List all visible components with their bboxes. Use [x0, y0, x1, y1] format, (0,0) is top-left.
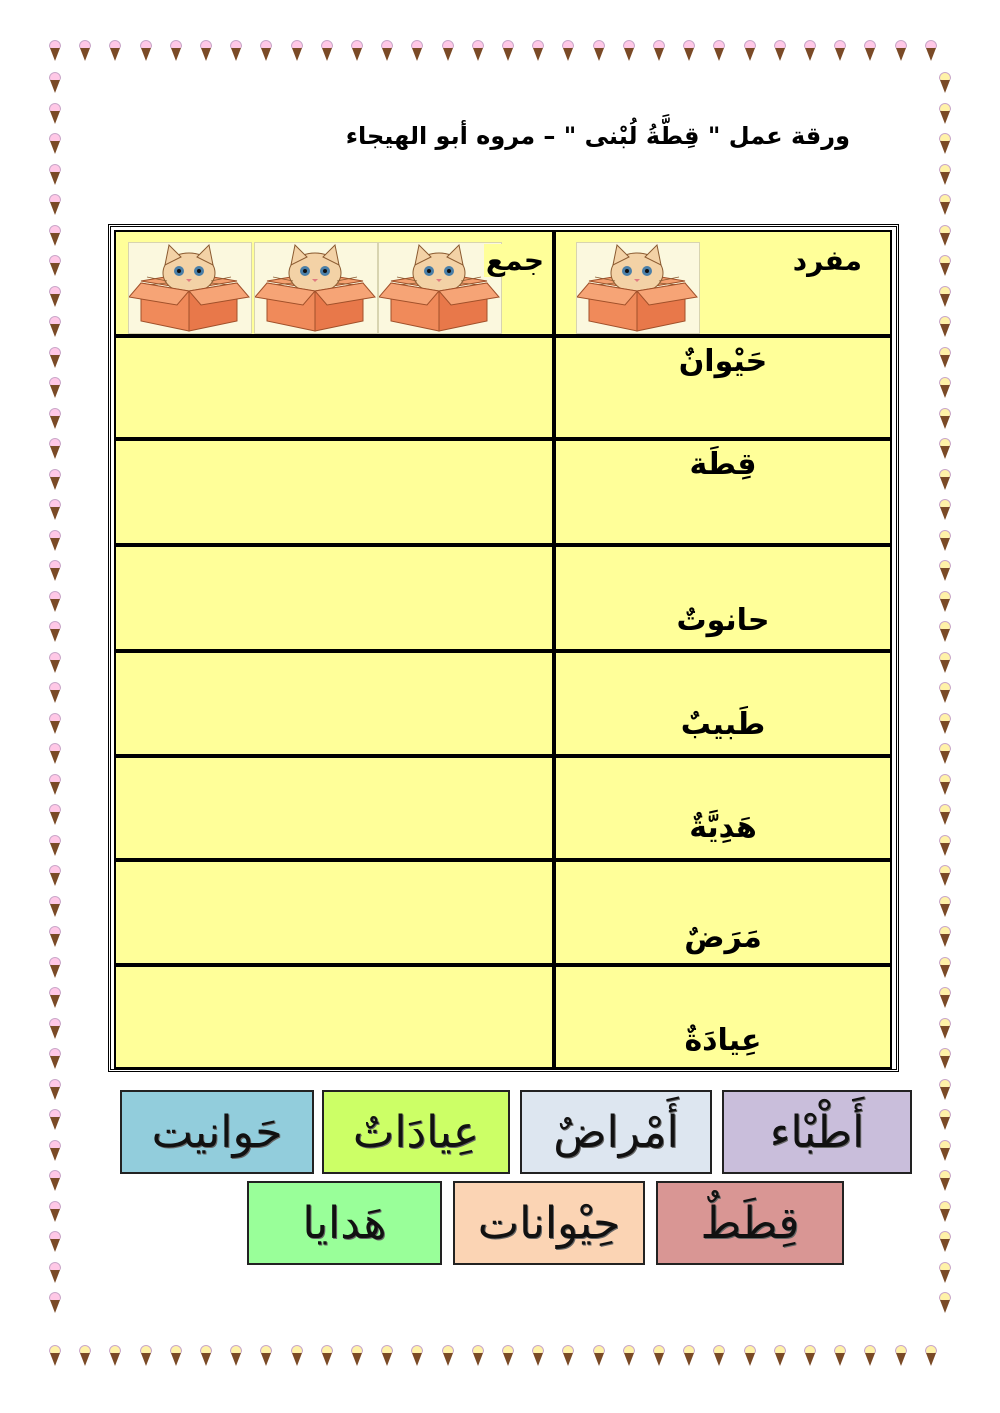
word-tile[interactable]: هَدايا — [247, 1181, 442, 1265]
word-tile[interactable]: حَوانيت — [120, 1090, 314, 1174]
ice-cream-cone-icon — [803, 1345, 817, 1367]
ice-cream-cone-icon — [531, 40, 545, 62]
ice-cream-cone-icon — [652, 1345, 666, 1367]
ice-cream-cone-icon — [938, 621, 952, 643]
ice-cream-cone-icon — [622, 40, 636, 62]
ice-cream-cone-icon — [938, 591, 952, 613]
ice-cream-cone-icon — [199, 1345, 213, 1367]
plural-answer-cell[interactable] — [114, 756, 554, 860]
ice-cream-cone-icon — [380, 40, 394, 62]
plural-answer-cell[interactable] — [114, 860, 554, 965]
word-tile[interactable]: قِطَطٌ — [656, 1181, 844, 1265]
ice-cream-cone-icon — [938, 164, 952, 186]
ice-cream-cone-icon — [48, 499, 62, 521]
ice-cream-cone-icon — [48, 225, 62, 247]
ice-cream-cone-icon — [938, 194, 952, 216]
plural-answer-cell[interactable] — [114, 439, 554, 545]
ice-cream-cone-icon — [938, 1170, 952, 1192]
header-singular-cell — [554, 230, 892, 336]
ice-cream-cone-icon — [48, 1018, 62, 1040]
ice-cream-cone-icon — [441, 40, 455, 62]
ice-cream-cone-icon — [561, 1345, 575, 1367]
ice-cream-cone-icon — [924, 40, 938, 62]
ice-cream-cone-icon — [803, 40, 817, 62]
ice-cream-cone-icon — [471, 40, 485, 62]
ice-cream-cone-icon — [48, 682, 62, 704]
ice-cream-cone-icon — [48, 530, 62, 552]
kitten-in-box-icon — [576, 242, 700, 334]
singular-cell — [554, 651, 892, 756]
ice-cream-cone-icon — [938, 347, 952, 369]
word-tile[interactable]: أَمْراضٌ — [520, 1090, 712, 1174]
ice-cream-cone-icon — [139, 1345, 153, 1367]
ice-cream-cone-icon — [773, 40, 787, 62]
ice-cream-cone-icon — [48, 1048, 62, 1070]
ice-cream-cone-icon — [48, 1170, 62, 1192]
ice-cream-cone-icon — [48, 591, 62, 613]
ice-cream-cone-icon — [199, 40, 213, 62]
ice-cream-cone-icon — [938, 1018, 952, 1040]
ice-cream-cone-icon — [894, 1345, 908, 1367]
ice-cream-cone-icon — [938, 560, 952, 582]
ice-cream-cone-icon — [48, 194, 62, 216]
ice-cream-cone-icon — [682, 40, 696, 62]
ice-cream-cone-icon — [863, 40, 877, 62]
ice-cream-cone-icon — [894, 40, 908, 62]
ice-cream-cone-icon — [229, 1345, 243, 1367]
ice-cream-cone-icon — [48, 1231, 62, 1253]
ice-cream-cone-icon — [938, 987, 952, 1009]
ice-cream-cone-icon — [48, 408, 62, 430]
ice-cream-cone-icon — [48, 926, 62, 948]
ice-cream-cone-icon — [938, 682, 952, 704]
ice-cream-cone-icon — [938, 713, 952, 735]
singular-cell — [554, 336, 892, 439]
ice-cream-cone-icon — [48, 469, 62, 491]
ice-cream-cone-icon — [48, 1140, 62, 1162]
ice-cream-cone-icon — [938, 743, 952, 765]
plural-answer-cell[interactable] — [114, 336, 554, 439]
ice-cream-cone-icon — [259, 40, 273, 62]
ice-cream-cone-icon — [938, 133, 952, 155]
singular-word: مَرَضٌ — [684, 920, 762, 955]
ice-cream-cone-icon — [938, 865, 952, 887]
ice-cream-cone-icon — [471, 1345, 485, 1367]
word-tile[interactable]: عِيادَاتٌ — [322, 1090, 510, 1174]
ice-cream-cone-icon — [938, 530, 952, 552]
ice-cream-cone-icon — [350, 40, 364, 62]
ice-cream-cone-icon — [652, 40, 666, 62]
ice-cream-cone-icon — [410, 1345, 424, 1367]
ice-cream-cone-icon — [48, 1292, 62, 1314]
ice-cream-cone-icon — [78, 40, 92, 62]
kitten-in-box-icon — [254, 242, 378, 334]
ice-cream-cone-icon — [48, 1345, 62, 1367]
ice-cream-cone-icon — [290, 40, 304, 62]
plural-answer-cell[interactable] — [114, 965, 554, 1069]
singular-cell — [554, 756, 892, 860]
ice-cream-cone-icon — [773, 1345, 787, 1367]
ice-cream-cone-icon — [501, 40, 515, 62]
ice-cream-cone-icon — [48, 621, 62, 643]
ice-cream-cone-icon — [108, 40, 122, 62]
plural-answer-cell[interactable] — [114, 545, 554, 651]
ice-cream-cone-icon — [48, 1262, 62, 1284]
ice-cream-cone-icon — [48, 377, 62, 399]
ice-cream-cone-icon — [229, 40, 243, 62]
ice-cream-cone-icon — [938, 286, 952, 308]
ice-cream-cone-icon — [410, 40, 424, 62]
singular-cell — [554, 545, 892, 651]
ice-cream-cone-icon — [938, 255, 952, 277]
ice-cream-cone-icon — [108, 1345, 122, 1367]
ice-cream-cone-icon — [48, 347, 62, 369]
header-singular-label: مفرد — [792, 244, 862, 277]
header-plural-label: جمع — [485, 244, 544, 277]
ice-cream-cone-icon — [48, 804, 62, 826]
ice-cream-cone-icon — [48, 72, 62, 94]
ice-cream-cone-icon — [48, 164, 62, 186]
ice-cream-cone-icon — [501, 1345, 515, 1367]
ice-cream-cone-icon — [938, 438, 952, 460]
ice-cream-cone-icon — [938, 1109, 952, 1131]
ice-cream-cone-icon — [592, 40, 606, 62]
singular-word: حانوتٌ — [676, 603, 770, 638]
ice-cream-cone-icon — [743, 40, 757, 62]
ice-cream-cone-icon — [622, 1345, 636, 1367]
ice-cream-cone-icon — [938, 1048, 952, 1070]
ice-cream-cone-icon — [320, 40, 334, 62]
ice-cream-cone-icon — [320, 1345, 334, 1367]
ice-cream-cone-icon — [48, 835, 62, 857]
ice-cream-cone-icon — [48, 713, 62, 735]
ice-cream-cone-icon — [561, 40, 575, 62]
word-tile[interactable]: أَطْبْاء — [722, 1090, 912, 1174]
ice-cream-cone-icon — [48, 316, 62, 338]
ice-cream-cone-icon — [48, 896, 62, 918]
ice-cream-cone-icon — [938, 774, 952, 796]
ice-cream-cone-icon — [531, 1345, 545, 1367]
plural-answer-cell[interactable] — [114, 651, 554, 756]
ice-cream-cone-icon — [78, 1345, 92, 1367]
ice-cream-cone-icon — [938, 72, 952, 94]
ice-cream-cone-icon — [169, 1345, 183, 1367]
singular-plural-table — [108, 224, 899, 1072]
ice-cream-cone-icon — [48, 1079, 62, 1101]
ice-cream-cone-icon — [938, 316, 952, 338]
ice-cream-cone-icon — [938, 835, 952, 857]
ice-cream-cone-icon — [938, 1079, 952, 1101]
ice-cream-cone-icon — [938, 896, 952, 918]
ice-cream-cone-icon — [833, 40, 847, 62]
ice-cream-cone-icon — [441, 1345, 455, 1367]
singular-cell — [554, 439, 892, 545]
ice-cream-cone-icon — [863, 1345, 877, 1367]
ice-cream-cone-icon — [938, 1140, 952, 1162]
ice-cream-cone-icon — [169, 40, 183, 62]
singular-cell — [554, 860, 892, 965]
ice-cream-cone-icon — [938, 652, 952, 674]
singular-word: حَيْوانٌ — [678, 344, 768, 379]
ice-cream-cone-icon — [48, 40, 62, 62]
ice-cream-cone-icon — [48, 438, 62, 460]
ice-cream-cone-icon — [48, 1201, 62, 1223]
ice-cream-cone-icon — [712, 40, 726, 62]
ice-cream-cone-icon — [938, 804, 952, 826]
ice-cream-cone-icon — [48, 255, 62, 277]
singular-cell — [554, 965, 892, 1069]
ice-cream-cone-icon — [833, 1345, 847, 1367]
ice-cream-cone-icon — [938, 1201, 952, 1223]
ice-cream-cone-icon — [48, 103, 62, 125]
singular-word: قِطَة — [689, 447, 757, 482]
word-tile[interactable]: حِيْوانات — [453, 1181, 645, 1265]
kitten-in-box-icon — [128, 242, 252, 334]
singular-word: طَبيبٌ — [680, 707, 766, 742]
ice-cream-cone-icon — [139, 40, 153, 62]
ice-cream-cone-icon — [938, 408, 952, 430]
ice-cream-cone-icon — [592, 1345, 606, 1367]
ice-cream-cone-icon — [938, 225, 952, 247]
ice-cream-cone-icon — [924, 1345, 938, 1367]
ice-cream-cone-icon — [48, 652, 62, 674]
ice-cream-cone-icon — [682, 1345, 696, 1367]
ice-cream-cone-icon — [743, 1345, 757, 1367]
ice-cream-cone-icon — [938, 499, 952, 521]
ice-cream-cone-icon — [48, 774, 62, 796]
ice-cream-cone-icon — [48, 743, 62, 765]
ice-cream-cone-icon — [48, 987, 62, 1009]
ice-cream-cone-icon — [259, 1345, 273, 1367]
page-title: ورقة عمل " قِطَّةُ لُبْنى " – مروه أبو الهيجاء — [345, 122, 850, 150]
ice-cream-cone-icon — [380, 1345, 394, 1367]
ice-cream-cone-icon — [938, 957, 952, 979]
ice-cream-cone-icon — [48, 133, 62, 155]
singular-word: عِيادَةٌ — [684, 1023, 762, 1058]
ice-cream-cone-icon — [290, 1345, 304, 1367]
ice-cream-cone-icon — [48, 286, 62, 308]
ice-cream-cone-icon — [938, 926, 952, 948]
ice-cream-cone-icon — [48, 560, 62, 582]
ice-cream-cone-icon — [48, 957, 62, 979]
ice-cream-cone-icon — [712, 1345, 726, 1367]
singular-word: هَدِيَّةٌ — [689, 810, 757, 845]
ice-cream-cone-icon — [938, 469, 952, 491]
ice-cream-cone-icon — [938, 377, 952, 399]
ice-cream-cone-icon — [350, 1345, 364, 1367]
ice-cream-cone-icon — [938, 103, 952, 125]
header-plural-cell — [114, 230, 554, 336]
ice-cream-cone-icon — [48, 1109, 62, 1131]
ice-cream-cone-icon — [938, 1231, 952, 1253]
ice-cream-cone-icon — [48, 865, 62, 887]
ice-cream-cone-icon — [938, 1292, 952, 1314]
ice-cream-cone-icon — [938, 1262, 952, 1284]
